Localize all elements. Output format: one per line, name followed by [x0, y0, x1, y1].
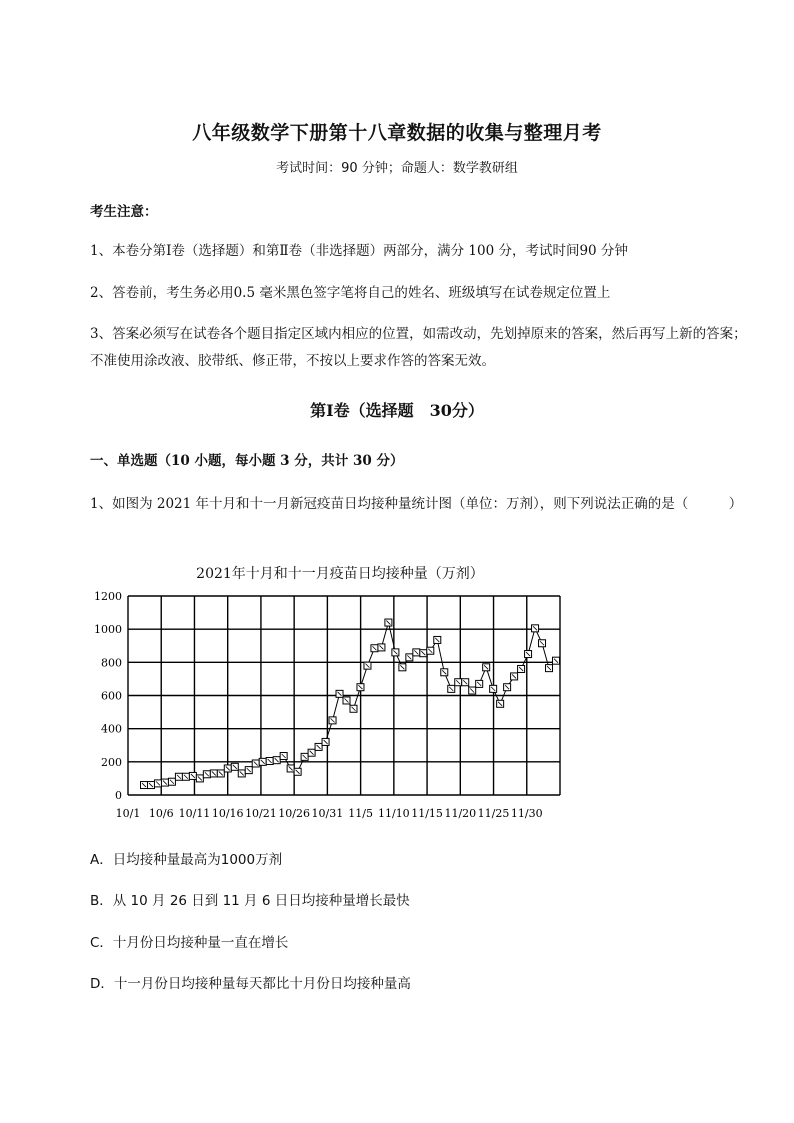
y-tick-label: 1200	[94, 590, 122, 603]
y-tick-label: 0	[115, 789, 122, 802]
notice-item-1: 1、本卷分第Ⅰ卷（选择题）和第Ⅱ卷（非选择题）两部分，满分 100 分，考试时间90 分钟	[90, 243, 628, 259]
x-tick-label: 11/5	[348, 807, 373, 820]
notice-item-2: 2、答卷前，考生务必用0.5 毫米黑色签字笔将自己的姓名、班级填写在试卷规定位置上	[90, 285, 611, 301]
y-tick-label: 1000	[94, 623, 122, 637]
chart-title: 2021年十月和十一月疫苗日均接种量（万剂）	[196, 566, 484, 582]
y-tick-label: 800	[101, 656, 122, 670]
y-tick-label: 200	[101, 755, 122, 769]
question-1-stem: 1、如图为 2021 年十月和十一月新冠疫苗日均接种量统计图（单位：万剂），则下列说法正确的是（ ）	[90, 496, 743, 512]
x-tick-label: 11/15	[411, 807, 443, 820]
section-title: 第Ⅰ卷（选择题 30分）	[310, 401, 484, 420]
notice-item-3: 3、答案必须写在试卷各个题目指定区域内相应的位置，如需改动，先划掉原来的答案，然后再写上新的答案；不准使用涂改液、胶带纸、修正带，不按以上要求作答的答案无效。	[90, 326, 747, 369]
x-tick-label: 11/25	[477, 807, 510, 820]
y-tick-label: 600	[101, 689, 122, 703]
x-tick-label: 11/20	[444, 807, 477, 820]
x-tick-label: 10/16	[211, 807, 244, 820]
x-tick-label: 10/31	[311, 807, 344, 820]
exam-subtitle: 考试时间：90 分钟；命题人：数学教研组	[276, 161, 518, 176]
x-tick-label: 10/26	[278, 807, 311, 820]
option-b[interactable]: B．从 10 月 26 日到 11 月 6 日日均接种量增长最快	[90, 893, 410, 909]
option-a[interactable]: A．日均接种量最高为1000万剂	[90, 852, 283, 868]
y-tick-label: 400	[101, 722, 122, 736]
part-heading: 一、单选题（10 小题，每小题 3 分，共计 30 分）	[90, 453, 404, 469]
x-tick-label: 10/6	[148, 807, 174, 820]
x-tick-label: 11/30	[510, 807, 543, 820]
x-tick-label: 10/1	[115, 807, 141, 820]
vaccination-line-chart	[90, 582, 600, 827]
notice-heading: 考生注意：	[90, 204, 158, 220]
x-tick-label: 11/10	[377, 807, 410, 820]
option-c[interactable]: C．十月份日均接种量一直在增长	[90, 935, 289, 951]
x-tick-label: 10/11	[178, 807, 211, 820]
option-d[interactable]: D．十一月份日均接种量每天都比十月份日均接种量高	[90, 976, 411, 992]
page-title: 八年级数学下册第十八章数据的收集与整理月考	[192, 122, 602, 144]
x-tick-label: 10/21	[245, 807, 277, 820]
